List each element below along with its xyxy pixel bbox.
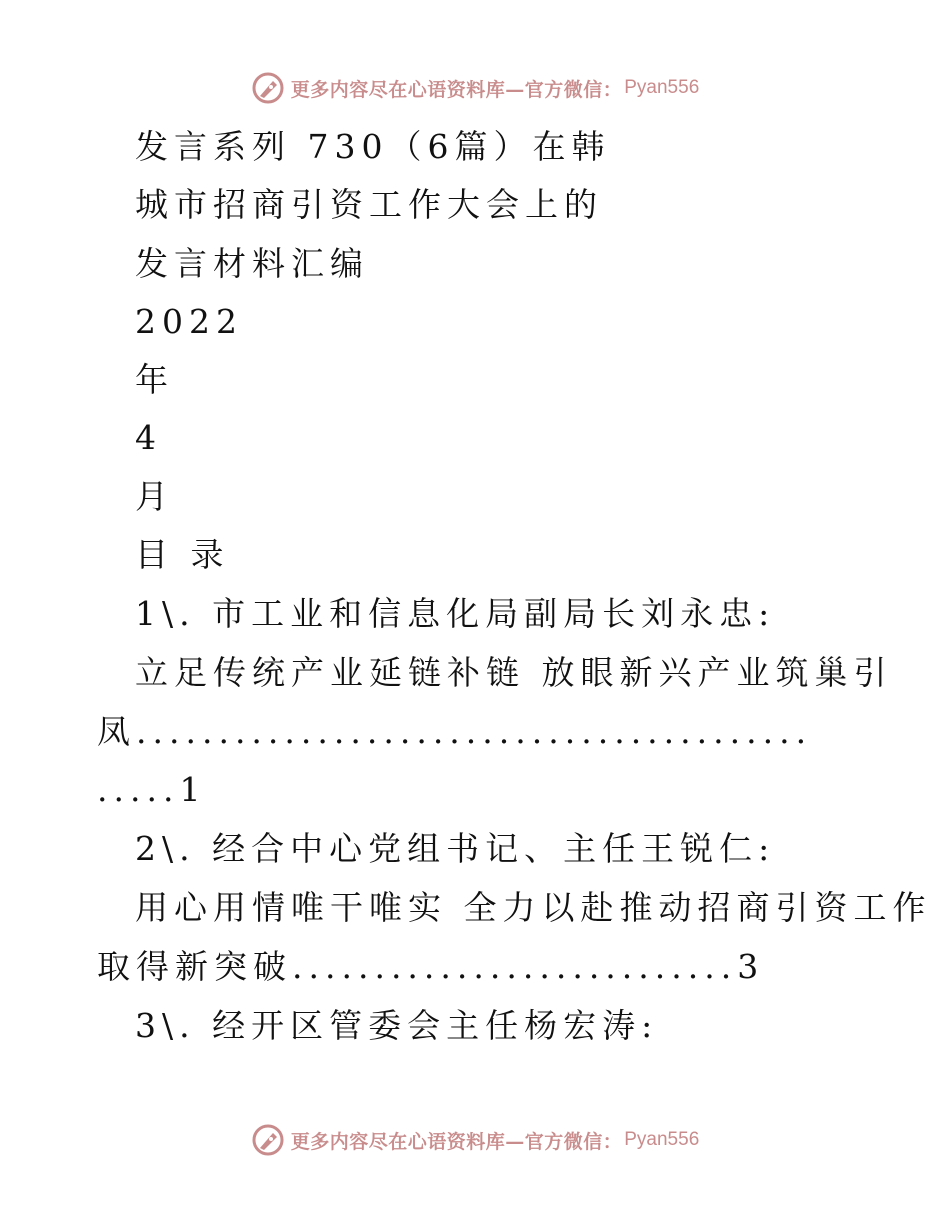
date-month: 4	[135, 418, 162, 457]
watermark-footer	[0, 1120, 950, 1160]
watermark-wechat-id: Pyan556	[624, 77, 700, 98]
toc-entry-3-speaker: 3\. 经开区管委会主任杨宏涛:	[135, 1006, 659, 1045]
toc-entry-2-title-cont: 取得新突破...........................3	[97, 947, 765, 986]
title-line-1: 发言系列 730（6篇）在韩	[135, 127, 611, 166]
date-year-unit: 年	[135, 360, 174, 399]
watermark-text: 更多内容尽在心语资料库—官方微信：	[290, 78, 623, 101]
toc-heading: 目 录	[135, 535, 230, 574]
date-month-unit: 月	[135, 477, 174, 516]
watermark-text: 更多内容尽在心语资料库—官方微信：	[290, 1130, 623, 1153]
toc-entry-1-title: 立足传统产业延链补链 放眼新兴产业筑巢引	[135, 653, 893, 692]
pen-logo-icon	[251, 71, 285, 105]
title-line-2: 城市招商引资工作大会上的	[135, 185, 603, 224]
pen-logo-icon	[251, 1123, 285, 1157]
toc-entry-2-title: 用心用情唯干唯实 全力以赴推动招商引资工作	[135, 888, 932, 927]
toc-entry-1-speaker: 1\. 市工业和信息化局副局长刘永忠:	[135, 594, 776, 633]
date-year: 2022	[135, 302, 243, 341]
toc-entry-2-speaker: 2\. 经合中心党组书记、主任王锐仁:	[135, 829, 776, 868]
toc-entry-1-title-cont: 凤.........................................	[97, 712, 813, 751]
watermark-header	[0, 68, 950, 108]
watermark-wechat-id: Pyan556	[624, 1129, 700, 1150]
title-line-3: 发言材料汇编	[135, 244, 369, 283]
toc-entry-1-page: .....1	[97, 770, 207, 809]
